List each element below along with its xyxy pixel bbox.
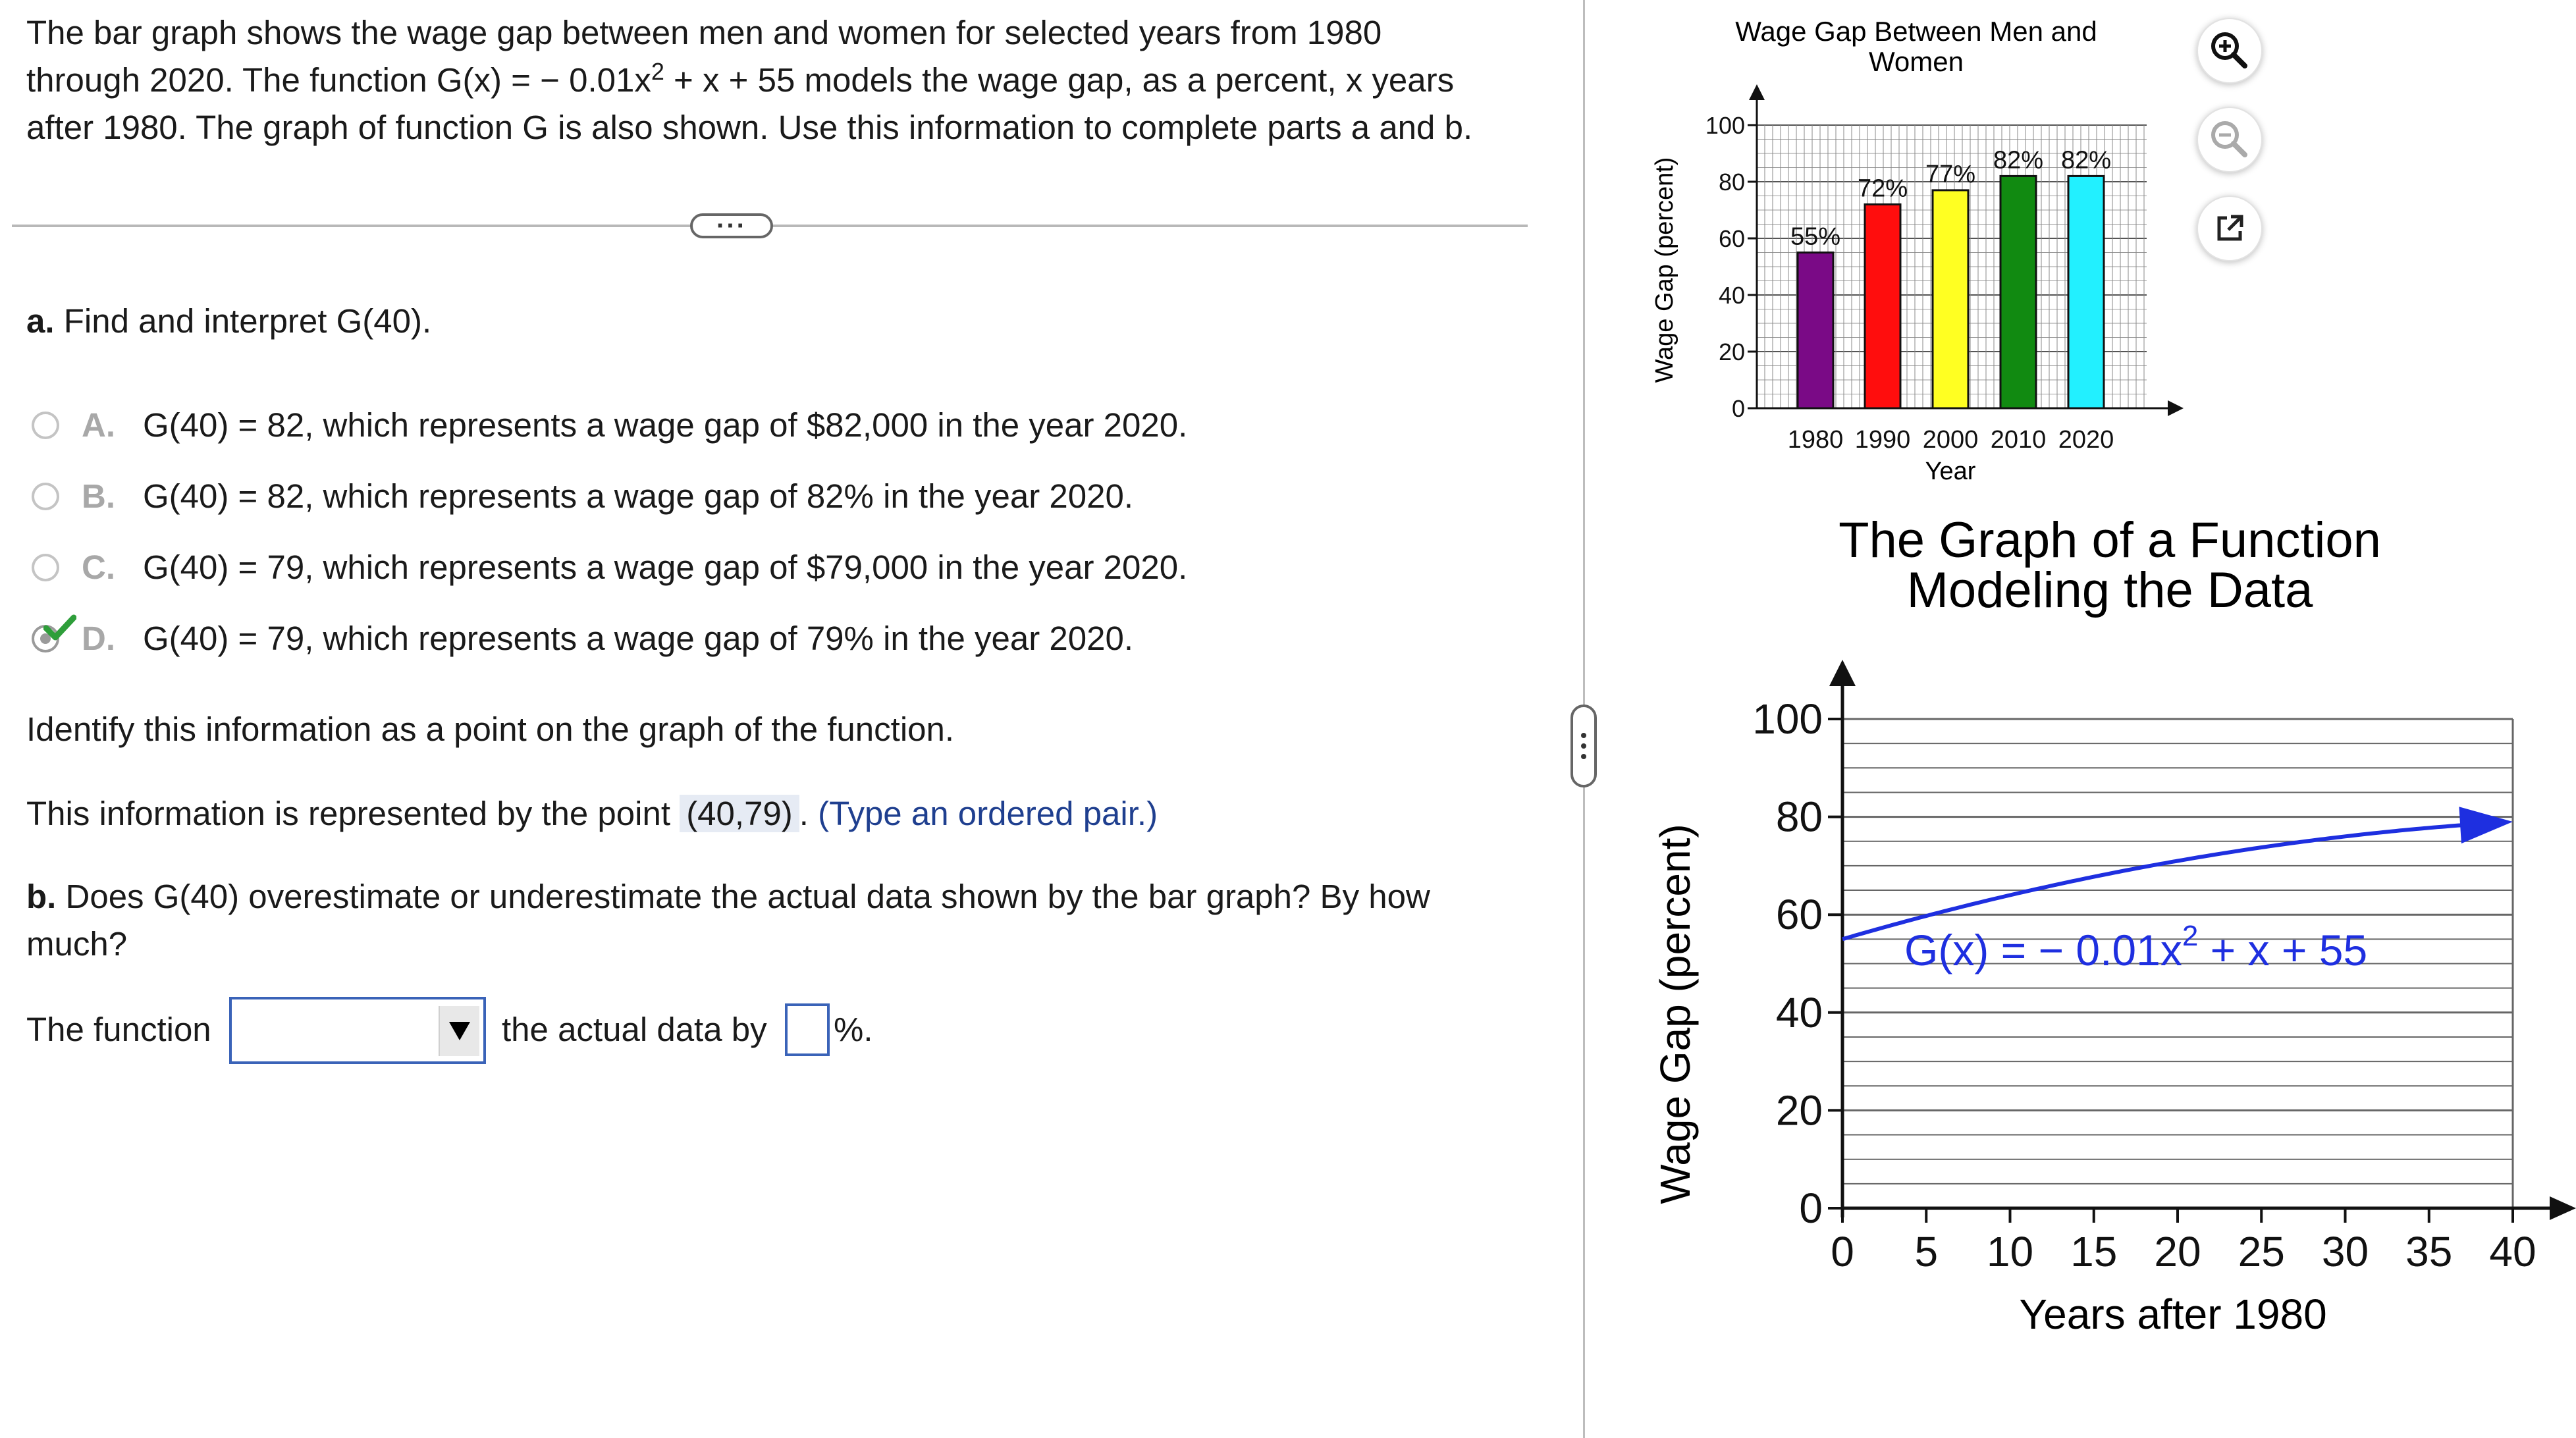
bar-y-arrow bbox=[1749, 84, 1765, 100]
fn-x-tick-label: 40 bbox=[2489, 1228, 2536, 1275]
bar-y-tick-label: 100 bbox=[1705, 112, 1745, 139]
bar-chart-title-1: Wage Gap Between Men and bbox=[1735, 16, 2097, 47]
percent-input[interactable] bbox=[785, 1003, 830, 1056]
bar-value-label: 55% bbox=[1790, 223, 1841, 251]
option-text: G(40) = 79, which represents a wage gap of 79% in the year 2020. bbox=[143, 620, 1134, 657]
option-d[interactable] bbox=[26, 615, 1133, 662]
radio-button[interactable] bbox=[32, 412, 59, 439]
point-suffix: . bbox=[799, 795, 818, 832]
dropdown-arrow-icon[interactable] bbox=[439, 1006, 479, 1056]
bar-y-tick-label: 0 bbox=[1731, 395, 1745, 422]
fn-x-arrow bbox=[2550, 1196, 2576, 1220]
fn-y-tick-label: 0 bbox=[1799, 1185, 1823, 1232]
middle-text: the actual data by bbox=[502, 1011, 767, 1048]
part-b-text: Does G(40) overestimate or underestimate the actual data shown by the bar graph? By how bbox=[56, 878, 1430, 915]
bar-value-label: 72% bbox=[1857, 174, 1908, 203]
option-text: G(40) = 79, which represents a wage gap of $79,000 in the year 2020. bbox=[143, 548, 1188, 586]
intro-formula-exponent: 2 bbox=[651, 58, 664, 85]
fn-y-tick-label: 20 bbox=[1775, 1086, 1823, 1134]
function-chart-xlabel: Years after 1980 bbox=[2019, 1291, 2327, 1338]
fn-x-tick-label: 5 bbox=[1914, 1228, 1939, 1275]
estimate-dropdown[interactable] bbox=[229, 997, 486, 1064]
bar-1990 bbox=[1865, 204, 1900, 408]
bar-category-label: 1980 bbox=[1787, 426, 1844, 454]
part-b-line-2: much? bbox=[26, 925, 128, 963]
fn-x-tick-label: 30 bbox=[2321, 1228, 2369, 1275]
bar-2020 bbox=[2068, 176, 2104, 408]
bar-value-label: 77% bbox=[1925, 160, 1976, 188]
fn-x-tick-label: 25 bbox=[2238, 1228, 2285, 1275]
zoom-in-icon bbox=[2207, 28, 2253, 74]
function-chart-title-1: The Graph of a Function bbox=[1838, 514, 2381, 568]
fn-x-tick-label: 15 bbox=[2070, 1228, 2118, 1275]
option-letter: C. bbox=[82, 548, 115, 586]
intro-line-1: The bar graph shows the wage gap between men and women for selected years from 1980 bbox=[26, 14, 1382, 51]
point-prefix: This information is represented by the point bbox=[26, 795, 680, 832]
fn-x-tick-label: 20 bbox=[2154, 1228, 2201, 1275]
curve-label-exponent: 2 bbox=[2182, 920, 2199, 952]
intro-formula-a: − 0.01x bbox=[540, 61, 651, 99]
option-c[interactable] bbox=[26, 544, 1187, 591]
option-letter: B. bbox=[82, 477, 115, 515]
bar-y-tick-label: 60 bbox=[1718, 225, 1745, 252]
bar-value-label: 82% bbox=[1993, 146, 2044, 174]
curve-equation-label bbox=[1904, 920, 2367, 974]
point-sentence bbox=[26, 790, 1158, 838]
correct-check-icon bbox=[43, 614, 76, 643]
intro-formula-b: + x + 55 models the wage gap, as a percent, x years bbox=[664, 61, 1455, 99]
bar-value-label: 82% bbox=[2060, 146, 2112, 174]
bar-1980 bbox=[1798, 253, 1833, 409]
percent-sign: %. bbox=[834, 1011, 873, 1048]
fn-y-tick-label: 80 bbox=[1775, 793, 1823, 841]
external-link-icon bbox=[2210, 209, 2249, 248]
fn-y-tick-label: 40 bbox=[1775, 988, 1823, 1036]
bar-y-tick-label: 20 bbox=[1718, 338, 1745, 365]
bar-2000 bbox=[1933, 190, 1968, 408]
fn-x-tick-label: 35 bbox=[2405, 1228, 2453, 1275]
point-hint: (Type an ordered pair.) bbox=[818, 795, 1158, 832]
radio-button[interactable] bbox=[32, 483, 59, 510]
part-a-prompt bbox=[26, 298, 431, 345]
splitter-handle[interactable] bbox=[1570, 705, 1597, 787]
bar-category-label: 2010 bbox=[1990, 426, 2047, 454]
bar-category-label: 2000 bbox=[1922, 426, 1979, 454]
bar-category-label: 2020 bbox=[2058, 426, 2114, 454]
bar-chart-ylabel: Wage Gap (percent) bbox=[1651, 157, 1678, 383]
fn-y-arrow bbox=[1829, 660, 1856, 686]
intro-line-2-text: through 2020. The function G(x) = bbox=[26, 61, 541, 99]
function-chart-ylabel: Wage Gap (percent) bbox=[1651, 824, 1699, 1204]
part-b-label: b. bbox=[26, 878, 57, 915]
curve-label-post: + x + 55 bbox=[2198, 926, 2368, 974]
bar-2010 bbox=[2000, 176, 2036, 408]
zoom-out-icon bbox=[2207, 117, 2253, 163]
question-intro bbox=[26, 9, 1541, 151]
option-a[interactable] bbox=[26, 402, 1187, 449]
intro-line-3: after 1980. The graph of function G is also shown. Use this information to complete parts a and b. bbox=[26, 109, 1473, 146]
expand-more-button[interactable]: ··· bbox=[690, 213, 773, 238]
fn-x-tick-label: 10 bbox=[1986, 1228, 2034, 1275]
option-letter: D. bbox=[82, 620, 115, 657]
curve-label-pre: G(x) = − 0.01x bbox=[1904, 926, 2182, 974]
bar-x-arrow bbox=[2168, 400, 2184, 416]
fn-x-tick-label: 0 bbox=[1831, 1228, 1854, 1275]
radio-button[interactable] bbox=[32, 554, 59, 581]
bar-y-tick-label: 80 bbox=[1718, 169, 1745, 196]
identify-text: Identify this information as a point on the graph of the function. bbox=[26, 710, 955, 748]
function-chart-title-2: Modeling the Data bbox=[1906, 562, 2313, 618]
point-answer-field[interactable]: (40,79) bbox=[680, 795, 799, 832]
bar-chart-xlabel: Year bbox=[1925, 458, 1976, 485]
option-text: G(40) = 82, which represents a wage gap of 82% in the year 2020. bbox=[143, 477, 1134, 515]
function-chart bbox=[1633, 514, 2576, 1356]
option-text: G(40) = 82, which represents a wage gap of $82,000 in the year 2020. bbox=[143, 406, 1188, 444]
part-a-text: Find and interpret G(40). bbox=[54, 302, 432, 340]
curve-arrowhead bbox=[2459, 807, 2513, 843]
bar-category-label: 1990 bbox=[1854, 426, 1911, 454]
function-curve bbox=[1842, 823, 2492, 939]
intro-line-2 bbox=[26, 57, 1541, 104]
bar-chart bbox=[1633, 0, 2213, 500]
fn-y-tick-label: 100 bbox=[1752, 695, 1823, 743]
part-b-line-1 bbox=[26, 873, 1515, 920]
part-a-label: a. bbox=[26, 302, 55, 340]
part-b-prompt bbox=[26, 873, 1515, 968]
fn-y-tick-label: 60 bbox=[1775, 891, 1823, 939]
function-label: The function bbox=[26, 1011, 211, 1048]
option-letter: A. bbox=[82, 406, 115, 444]
option-b[interactable] bbox=[26, 473, 1133, 520]
bar-chart-title-2: Women bbox=[1869, 46, 1964, 77]
bar-y-tick-label: 40 bbox=[1718, 282, 1745, 309]
